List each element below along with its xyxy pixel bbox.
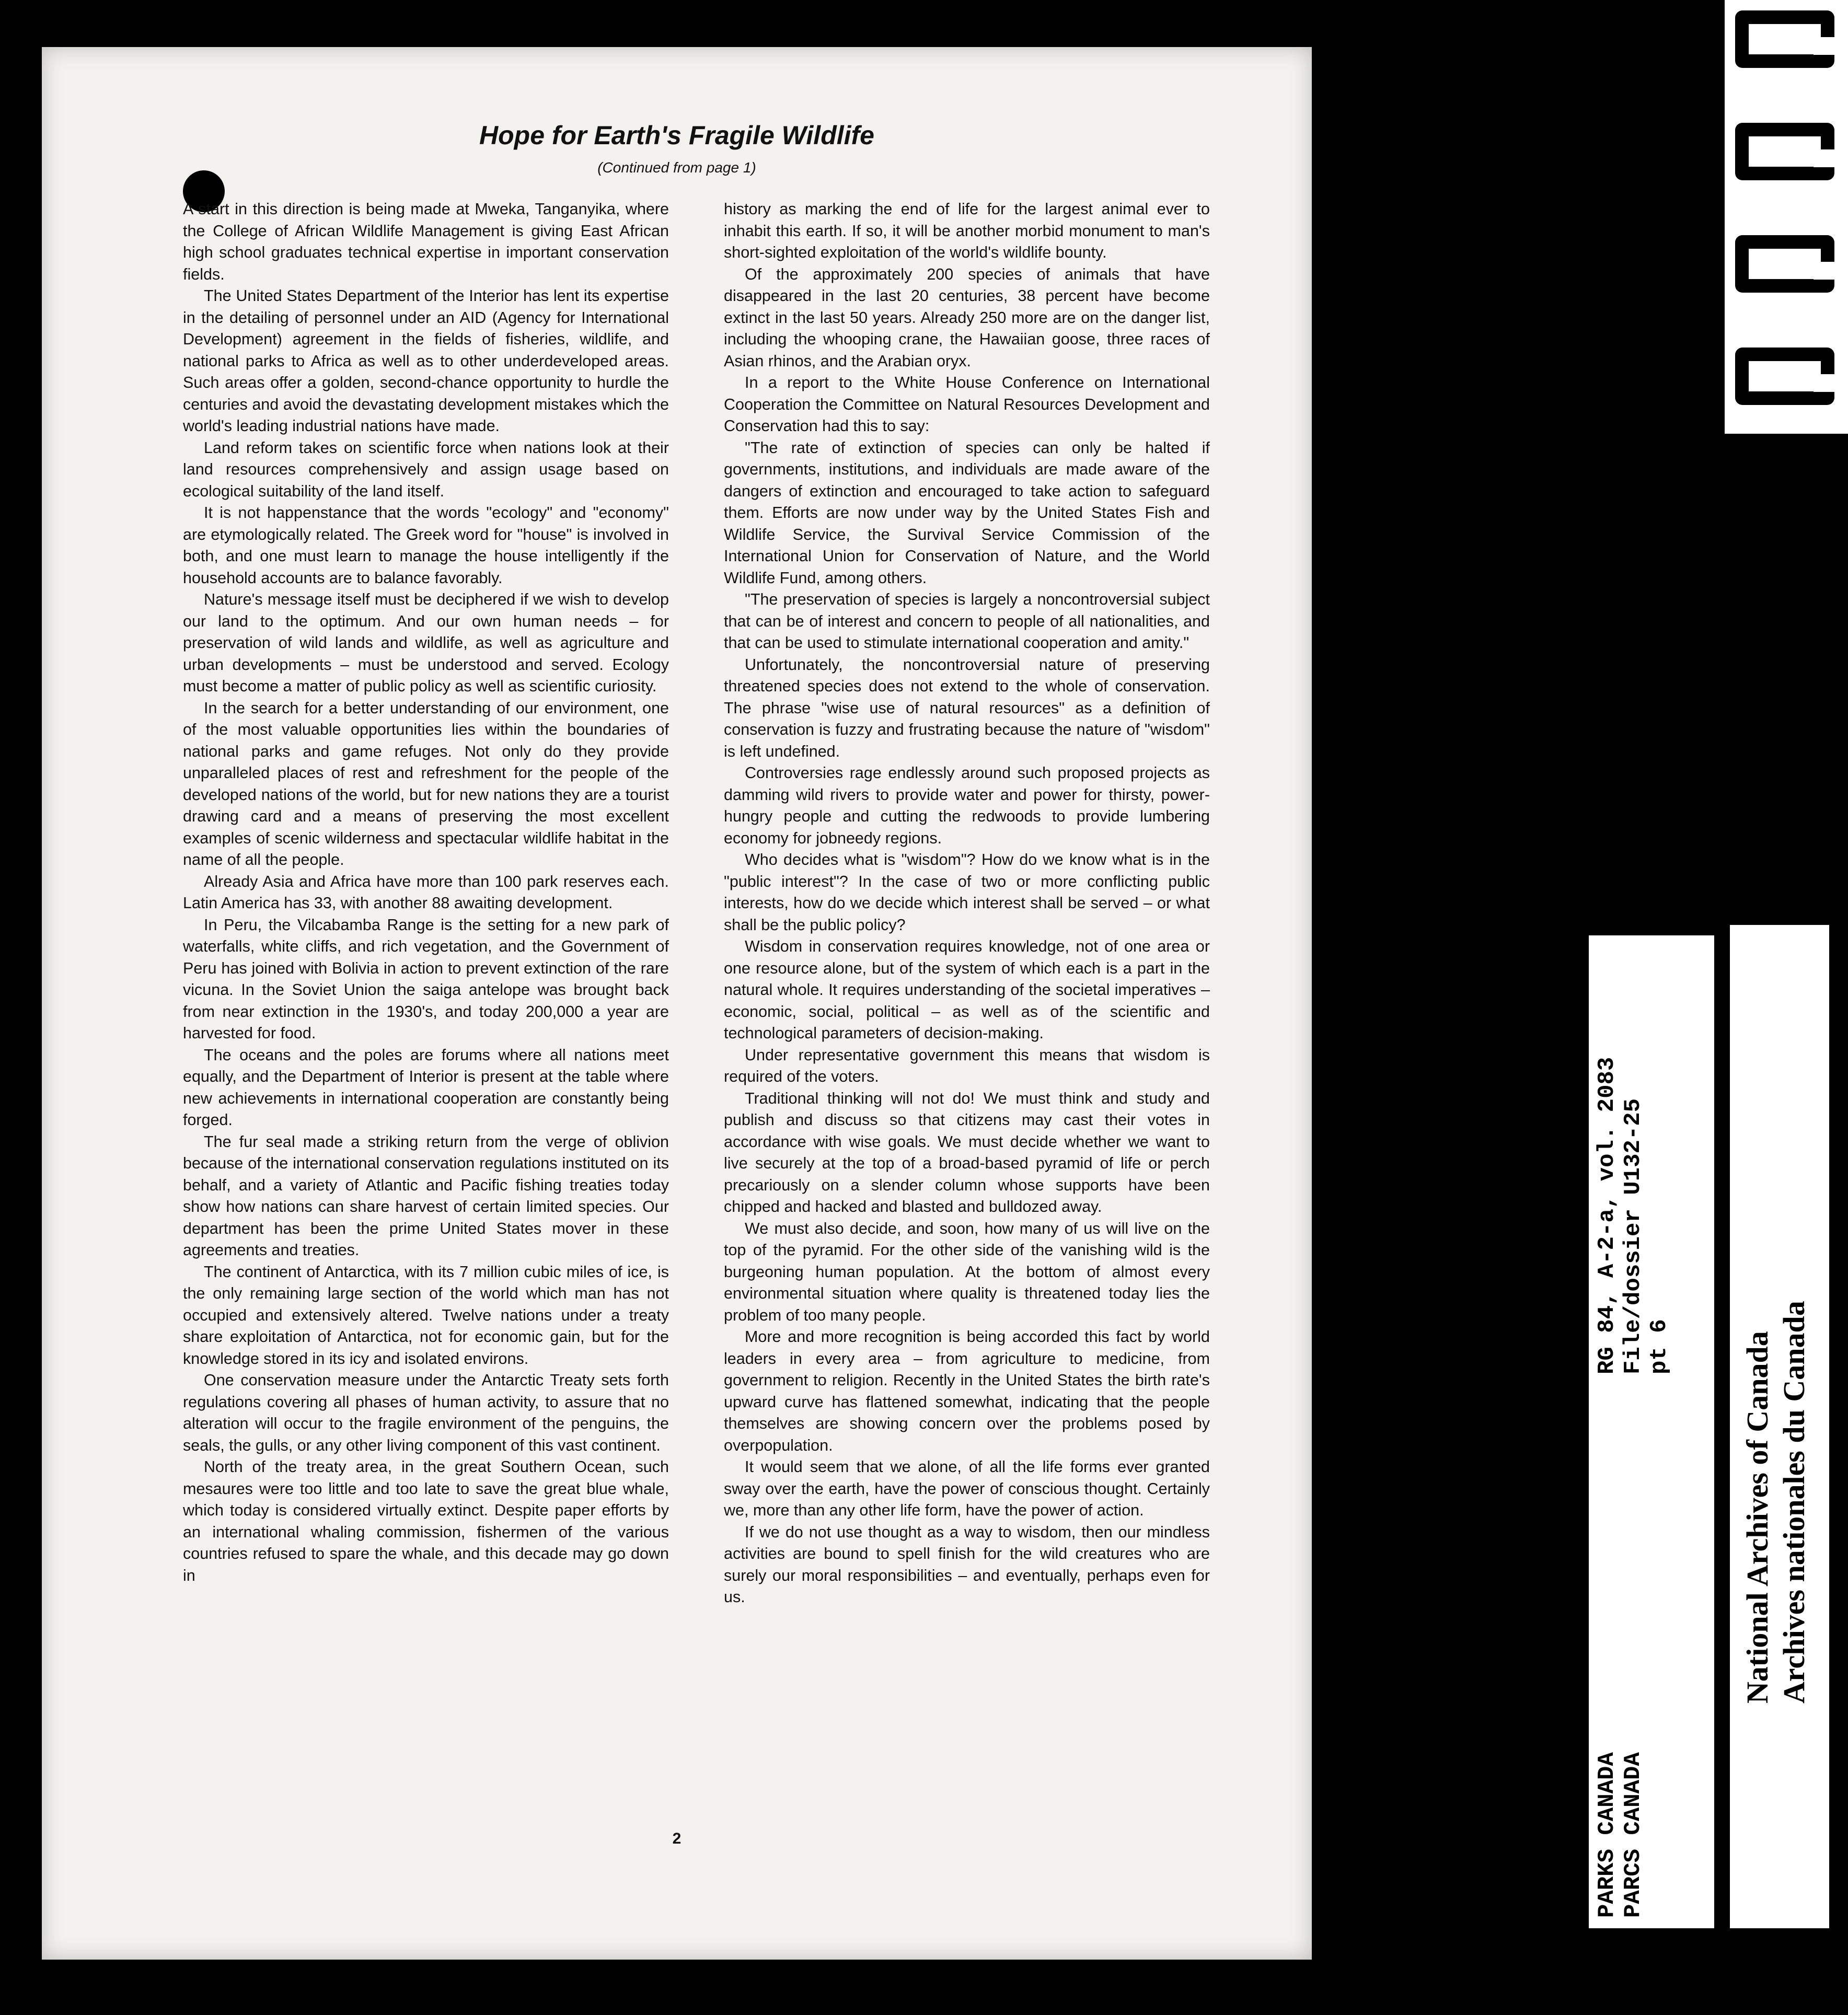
film-mark [1735,10,1834,68]
paragraph: Who decides what is "wisdom"? How do we know what is in the "public interest"? In the case of two or more conflicting public interests, how do we decide which interest shall be served – or what shall be the public policy? [724,851,1210,934]
paragraph: The United States Department of the Interior has lent its expertise in the detailing of personnel under an AID (Agency for International Development) agreement in the fields of fisheries, wildlife, and national parks to Africa as well as to other underdeveloped areas. Such areas offer a golden, second-chance opportunity to hurdle the centuries and avoid the devastating development mistakes which the world's leading industrial nations have made. [183,287,669,435]
paragraph: Nature's message itself must be deciphered if we wish to develop our land to the optimum. And our own human needs – for preservation of wild lands and wildlife, as well as agriculture and urban developments – must be understood and served. Ecology must become a matter of public policy as well as scientific curiosity. [183,590,669,695]
paragraph: Unfortunately, the noncontroversial nature of preserving threatened species does not extend to the whole of conservation. The phrase "wise use of natural resources" as a definition of conservation is fuzzy and frustrating because the nature of "wisdom" is left undefined. [724,655,1210,760]
paragraph: It would seem that we alone, of all the life forms ever granted sway over the earth, have the power of conscious thought. Certainly we, more than any other life form, have the power of action. [724,1458,1210,1519]
paragraph: Traditional thinking will not do! We must think and study and publish and discuss so that citizens may cast their votes in accordance with wise goals. We must decide whether we want to live securely at the top of a broad-based pyramid of life or perch precariously on a slender column whose supports have been chipped and hacked and blasted and bulldozed away. [724,1089,1210,1215]
paragraph: More and more recognition is being accorded this fact by world leaders in every area – from agriculture to medicine, from government to religion. Recently in the United States the birth rate's upward curve has flattened somewhat, indicating that the people themselves are showing concern over the problems posed by overpopulation. [724,1328,1210,1454]
archive-reference-label [1589,935,1714,1928]
right-column [724,199,1210,1608]
paragraph: Under representative government this means that wisdom is required of the voters. [724,1046,1210,1085]
paragraph: Land reform takes on scientific force when nations look at their land resources comprehensively and assign usage based on ecological suitability of the land itself. [183,438,669,500]
paragraph: One conservation measure under the Antarctic Treaty sets forth regulations covering all phases of human activity, to assure that no alteration will occur to the fragile environment of the penguins, the seals, the gulls, or any other living component of this vast continent. [183,1371,669,1454]
paragraph: The continent of Antarctica, with its 7 million cubic miles of ice, is the only remaining large section of the world which man has not occupied and extensively altered. Twelve nations under a treaty share exploitation of Antarctica, not for economic gain, but for the knowledge stored in its icy and isolated environs. [183,1263,669,1368]
paragraph: In a report to the White House Conference on International Cooperation the Committee on Natural Resources Development and Conservation had this to say: [724,374,1210,435]
paragraph: Controversies rage endlessly around such proposed projects as damming wild rivers to provide water and power for thirsty, power-hungry people and cutting the redwoods to provide lumbering economy for jobneedy regions. [724,764,1210,847]
parks-line-2: PARCS CANADA [1620,1752,1646,1918]
paragraph: The oceans and the poles are forums where all nations meet equally, and the Department of Interior is present at the table where new achievements in international cooperation are constantly being forged. [183,1046,669,1129]
film-reel-marks [1725,0,1848,434]
film-mark [1735,123,1834,180]
paragraph: In the search for a better understanding of our environment, one of the most valuable opportunities lies within the boundaries of national parks and game refuges. Not only do they provide unparalleled places of rest and refreshment for the people of the developed nations of the world, but for new nations they are a tourist drawing card and a means of preserving the most excellent examples of scenic wilderness and spectacular wildlife habitat in the name of all the people. [183,699,669,868]
archives-name-en: National Archives of Canada [1740,1331,1774,1704]
reference-line-2: File/dossier U132-25 [1620,1098,1646,1374]
document-page [42,47,1312,1960]
film-mark [1735,235,1834,293]
paragraph: Already Asia and Africa have more than 100 park reserves each. Latin America has 33, with another 88 awaiting development. [183,872,669,912]
paragraph: We must also decide, and soon, how many of us will live on the top of the pyramid. For the other side of the vanishing wild is the burgeoning human population. At the bottom of almost every environmental situation where quality is threatened today lies the problem of too many people. [724,1219,1210,1324]
paragraph: "The rate of extinction of species can only be halted if governments, institutions, and individuals are made aware of the dangers of extinction and encouraged to take action to safeguard them. Efforts are now under way by the United States Fish and Wildlife Service, the Survival Service Commission of the International Union for Conservation of Nature, and the World Wildlife Fund, among others. [724,438,1210,587]
parks-line-1: PARKS CANADA [1594,1752,1620,1918]
reference-line-1: RG 84, A-2-a, vol. 2083 [1594,1057,1620,1374]
left-column [183,199,669,1586]
paragraph: Wisdom in conservation requires knowledge, not of one area or one resource alone, but of the system of which each is a part in the natural whole. It requires understanding of the societal imperatives – economic, social, political – as well as of the scientific and technological parameters of decision-making. [724,937,1210,1042]
paragraph: The fur seal made a striking return from the verge of oblivion because of the international conservation regulations instituted on its behalf, and a variety of Atlantic and Pacific fishing treaties today show how nations can share harvest of certain limited species. Our department has been the prime United States mover in these agreements and treaties. [183,1132,669,1259]
paragraph: It is not happenstance that the words "ecology" and "economy" are etymologically related. The Greek word for "house" is involved in both, and one must learn to manage the house intelligently if the household accounts are to balance favorably. [183,504,669,587]
article-title: Hope for Earth's Fragile Wildlife [479,121,874,150]
paragraph: In Peru, the Vilcabamba Range is the setting for a new park of waterfalls, white cliffs, and rich vegetation, and the Government of Peru has joined with Bolivia in action to prevent extinction of the rare vicuna. In the Soviet Union the saiga antelope was brought back from near extinction in the 1930's, and today 200,000 a year are harvested for food. [183,916,669,1042]
paragraph: A start in this direction is being made at Mweka, Tanganyika, where the College of African Wildlife Management is giving East African high school graduates technical expertise in important conservation fields. [183,200,669,283]
article-subtitle: (Continued from page 1) [597,159,756,176]
film-mark [1735,348,1834,405]
paragraph: If we do not use thought as a way to wisdom, then our mindless activities are bound to spell finish for the wild creatures who are surely our moral responsibilities – and eventually, perhaps even for us. [724,1523,1210,1606]
archives-name-fr: Archives nationales du Canada [1777,1301,1811,1704]
paragraph: Of the approximately 200 species of animals that have disappeared in the last 20 centuries, 38 percent have become extinct in the last 50 years. Already 250 more are on the danger list, including the whooping crane, the Hawaiian goose, three races of Asian rhinos, and the Arabian oryx. [724,265,1210,370]
paragraph: North of the treaty area, in the great Southern Ocean, such mesaures were too little and too late to save the great blue whale, which today is considered virtually extinct. Despite paper efforts by an international whaling commission, fishermen of the various countries refused to spare the whale, and this decade may go down in [183,1458,669,1584]
paragraph: "The preservation of species is largely a noncontroversial subject that can be of interest and concern to people of all nationalities, and that can be used to stimulate international cooperation and amity." [724,590,1210,652]
national-archives-label [1730,925,1829,1928]
reference-line-3: pt 6 [1646,1319,1672,1374]
paragraph: history as marking the end of life for the largest animal ever to inhabit this earth. If so, it will be another morbid monument to man's short-sighted exploitation of the world's wildlife bounty. [724,200,1210,261]
page-number: 2 [672,1830,682,1847]
